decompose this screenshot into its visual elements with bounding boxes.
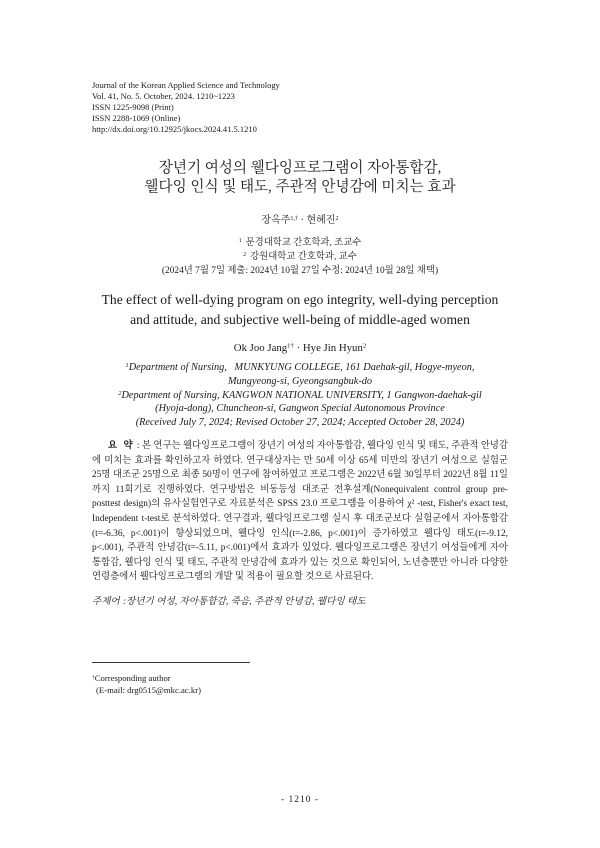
korean-affiliation-2 xyxy=(0,250,600,264)
english-title-line: The effect of well-dying program on ego integrity, well-dying perception xyxy=(101,292,499,307)
affiliation-mark: 1 xyxy=(125,361,129,369)
footnote xyxy=(92,672,201,696)
journal-name: Journal of the Korean Applied Science and Technology xyxy=(92,80,280,90)
keywords-label: 주제어 xyxy=(92,596,120,607)
doi-link: http://dx.doi.org/10.12925/jkocs.2024.41.5.1210 xyxy=(92,124,257,134)
corresponding-email: (E-mail: drg0515@mkc.ac.kr) xyxy=(96,685,202,695)
keywords xyxy=(92,595,508,609)
korean-author-1: 장옥주 xyxy=(261,215,291,226)
page-number: - 1210 - xyxy=(280,795,320,805)
english-authors xyxy=(0,341,600,355)
affiliation-line: Department of Nursing, MUNKYUNG COLLEGE, 161 Daehak-gil, Hogye-myeon, xyxy=(128,362,475,373)
abstract xyxy=(92,439,508,585)
korean-author-2-mark: 2 xyxy=(335,214,339,222)
korean-author-1-mark: 1,† xyxy=(290,214,299,222)
footnote-divider xyxy=(92,662,250,663)
journal-header xyxy=(92,80,280,135)
issn-online: ISSN 2288-1069 (Online) xyxy=(92,113,181,123)
english-author-2: Hye Jin Hyun xyxy=(302,342,363,354)
english-affiliation-2 xyxy=(0,389,600,403)
korean-affiliation-1 xyxy=(0,236,600,250)
corresponding-author-note xyxy=(92,672,201,684)
english-affiliations xyxy=(0,361,600,430)
english-submission-dates: (Received July 7, 2024; Revised October 27, 2024; Accepted October 28, 2024) xyxy=(135,417,465,429)
corresponding-author-label: Corresponding author xyxy=(94,673,171,683)
korean-title xyxy=(0,159,600,197)
korean-submission-dates: (2024년 7월 7일 제출: 2024년 10월 27일 수정: 2024년 10월 28일 채택) xyxy=(161,266,439,276)
keywords-text: :장년기 여성, 자아통합감, 죽음, 주관적 안녕감, 웰다잉 태도 xyxy=(122,596,366,607)
korean-title-line: 장년기 여성의 웰다잉프로그램이 자아통합감, xyxy=(158,160,442,176)
issn-print: ISSN 1225-9098 (Print) xyxy=(92,102,174,112)
korean-author-2: 현혜진 xyxy=(306,215,336,226)
korean-title-line: 웰다잉 인식 및 태도, 주관적 안녕감에 미치는 효과 xyxy=(144,179,456,195)
english-title xyxy=(0,290,600,330)
english-author-2-mark: 2 xyxy=(362,342,367,350)
affiliation-text: 강원대학교 간호학과, 교수 xyxy=(250,252,357,262)
abstract-colon: : xyxy=(136,441,140,451)
affiliation-line: Department of Nursing, KANGWON NATIONAL UNIVERSITY, 1 Gangwon-daehak-gil xyxy=(121,389,482,401)
english-author-1: Ok Joo Jang xyxy=(233,342,288,354)
korean-authors xyxy=(0,214,600,228)
author-separator: · xyxy=(300,215,304,226)
affiliation-line: Mungyeong-si, Gyeongsangbuk-do xyxy=(227,375,373,387)
affiliation-mark: 2 xyxy=(118,389,122,397)
english-title-line: and attitude, and subjective well-being of middle-aged women xyxy=(130,312,470,327)
affiliation-text: 문경대학교 간호학과, 조교수 xyxy=(245,238,362,248)
affiliation-mark: 1 xyxy=(238,238,242,245)
abstract-label: 요 약 xyxy=(108,441,135,451)
dagger-mark: † xyxy=(92,674,95,681)
abstract-text: 본 연구는 웰다잉프로그램이 장년기 여성의 자아통합감, 웰다잉 인식 및 태도, 주관적 안녕감에 미치는 효과를 확인하고자 하였다. 연구대상자는 만 50세 이상 65세 미만의 장년기 여성으로 실험군 25명 대조군 25명으로 최종 50명이 연구에 참여하였고 프로그램은 2022년 6월 30일부터 2022년 8월 11일까지 11회기로 진행하였다. 연구방법은 비동등성 대조군 전후설계(Nonequivalent control group pre-posttest design)의 유사실험연구로 자료분석은 SPSS 23.0 프로그램을 이용하여 χ² -test, Fisher's exact test, Independent t-test로 분석하였다. 연구결과, 웰다잉프로그램 실시 후 대조군보다 실험군에서 자아통합감(t=-6.36, p<.001)이 향상되었으며, 웰다잉 인식(t=-2.86, p<.001)이 증가하였고 웰다잉 태도(t=-9.12, p<.001), 주관적 안녕감(t=-5.11, p<.001)에서 효과가 있었다. 웰다잉프로그램은 장년기 여성들에게 자아통합감, 웰다잉 인식 및 태도, 주관적 안녕감에 효과가 있는 것으로 확인되어, 노년층뿐만 아니라 다양한 연령층에서 웰다잉프로그램의 개발 및 적용이 필요할 것으로 사료된다. xyxy=(92,441,509,583)
affiliation-mark: 2 xyxy=(243,252,247,259)
journal-issue: Vol. 41, No. 5. October, 2024. 1210~1223 xyxy=(92,91,235,101)
affiliation-line: (Hyoja-dong), Chuncheon-si, Gangwon Special Autonomous Province xyxy=(155,403,445,415)
english-affiliation-1 xyxy=(0,361,600,375)
author-separator: · xyxy=(296,342,301,354)
english-author-1-mark: 1† xyxy=(287,342,294,350)
korean-affiliations xyxy=(0,236,600,278)
